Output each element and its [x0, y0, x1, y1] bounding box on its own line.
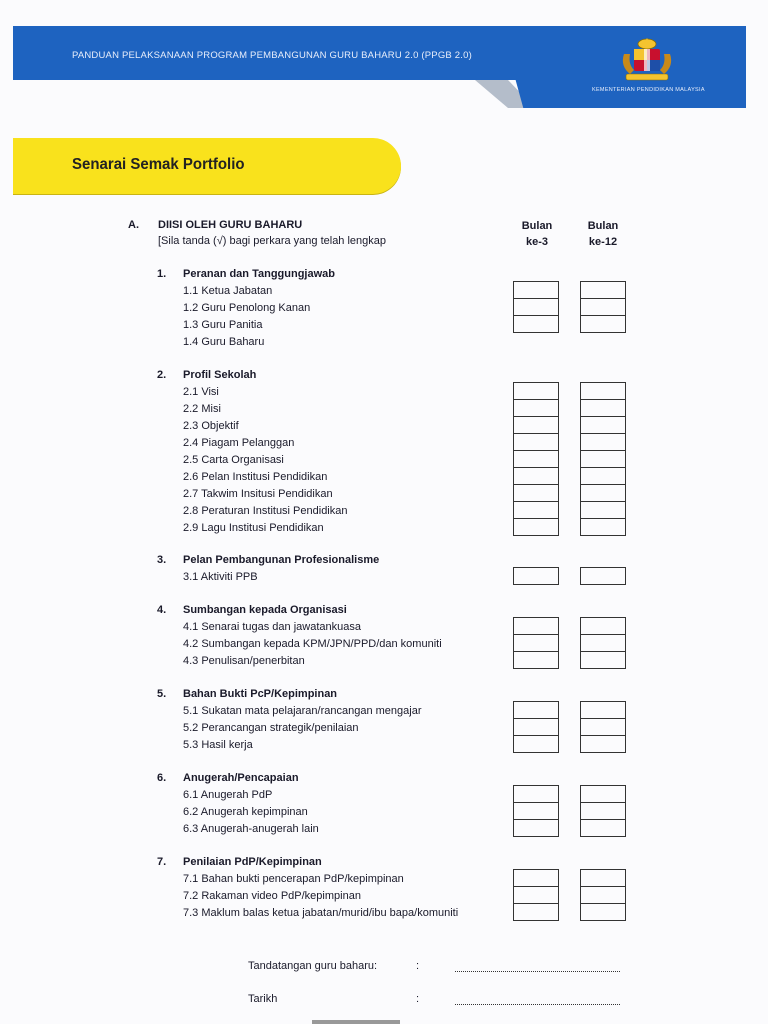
checkbox-divider — [581, 467, 625, 468]
column-header-month-3 — [507, 218, 567, 250]
checkbox-divider — [514, 802, 558, 803]
checkbox-divider — [581, 416, 625, 417]
checkbox-divider — [581, 484, 625, 485]
checklist-item: 2.3 Objektif — [183, 420, 239, 432]
page-title: Senarai Semak Portfolio — [72, 155, 245, 174]
checkbox-divider — [514, 903, 558, 904]
checklist-item: 2.5 Carta Organisasi — [183, 454, 284, 466]
checklist-item: 3.1 Aktiviti PPB — [183, 571, 258, 583]
checklist-item: 4.1 Senarai tugas dan jawatankuasa — [183, 621, 361, 633]
checkbox-divider — [581, 298, 625, 299]
checklist-item: 1.4 Guru Baharu — [183, 336, 265, 348]
checklist-item: 2.4 Piagam Pelanggan — [183, 437, 295, 449]
checklist-item: 6.3 Anugerah-anugerah lain — [183, 823, 319, 835]
checklist-item: 1.3 Guru Panitia — [183, 319, 263, 331]
section-letter: A. — [128, 219, 139, 231]
checkbox-divider — [581, 634, 625, 635]
checkbox-divider — [514, 651, 558, 652]
checklist-item: 1.2 Guru Penolong Kanan — [183, 302, 311, 314]
checkbox-column-month-12[interactable] — [580, 785, 626, 837]
checkbox-divider — [581, 433, 625, 434]
checklist-item: 4.2 Sumbangan kepada KPM/JPN/PPD/dan komuniti — [183, 638, 442, 650]
checkbox-column-month-3[interactable] — [513, 869, 559, 921]
checkbox-column-month-12[interactable] — [580, 382, 626, 536]
checkbox-divider — [514, 467, 558, 468]
checkbox-column-month-3[interactable] — [513, 382, 559, 536]
group-number: 7. — [157, 856, 167, 868]
checkbox-divider — [581, 819, 625, 820]
section-instruction: [Sila tanda (√) bagi perkara yang telah lengkap — [158, 235, 387, 247]
checklist-item: 6.2 Anugerah kepimpinan — [183, 806, 308, 818]
checkbox-divider — [514, 298, 558, 299]
ministry-name: KEMENTERIAN PENDIDIKAN MALAYSIA — [592, 87, 705, 93]
checkbox-divider — [581, 886, 625, 887]
checkbox-divider — [581, 518, 625, 519]
checkbox-divider — [581, 315, 625, 316]
checkbox-divider — [514, 315, 558, 316]
signature-label: Tandatangan guru baharu: — [248, 960, 378, 972]
checkbox-column-month-12[interactable] — [580, 617, 626, 669]
checklist-item: 7.1 Bahan bukti pencerapan PdP/kepimpinan — [183, 873, 404, 885]
group-number: 3. — [157, 554, 167, 566]
checklist-item: 4.3 Penulisan/penerbitan — [183, 655, 305, 667]
checkbox-divider — [581, 718, 625, 719]
checkbox-divider — [514, 718, 558, 719]
checkbox-divider — [514, 399, 558, 400]
column-header-line: ke-3 — [525, 236, 549, 248]
checklist-item: 6.1 Anugerah PdP — [183, 789, 273, 801]
column-header-line: Bulan — [521, 220, 553, 232]
section-heading: DIISI OLEH GURU BAHARU — [158, 219, 303, 231]
group-number: 1. — [157, 268, 167, 280]
group-title: Penilaian PdP/Kepimpinan — [183, 856, 322, 868]
checkbox-column-month-3[interactable] — [513, 785, 559, 837]
coat-of-arms-icon — [616, 36, 678, 84]
group-number: 4. — [157, 604, 167, 616]
header-tail — [490, 80, 746, 108]
checkbox-divider — [514, 416, 558, 417]
checkbox-divider — [514, 735, 558, 736]
signature-colon: : — [416, 960, 420, 972]
checklist-item: 2.8 Peraturan Institusi Pendidikan — [183, 505, 348, 517]
checkbox-divider — [581, 802, 625, 803]
checklist-item: 2.2 Misi — [183, 403, 221, 415]
checklist-item: 7.2 Rakaman video PdP/kepimpinan — [183, 890, 361, 902]
group-title: Peranan dan Tanggungjawab — [183, 268, 335, 280]
signature-line[interactable] — [455, 961, 620, 972]
checkbox-column-month-3[interactable] — [513, 281, 559, 333]
checklist-item: 5.3 Hasil kerja — [183, 739, 253, 751]
checkbox-column-month-12[interactable] — [580, 869, 626, 921]
header-title: PANDUAN PELAKSANAAN PROGRAM PEMBANGUNAN GURU BAHARU 2.0 (PPGB 2.0) — [72, 50, 472, 61]
checklist-item: 5.2 Perancangan strategik/penilaian — [183, 722, 359, 734]
checkbox-column-month-3[interactable] — [513, 567, 559, 585]
checklist-item: 2.6 Pelan Institusi Pendidikan — [183, 471, 328, 483]
checklist-item: 2.7 Takwim Insitusi Pendidikan — [183, 488, 333, 500]
group-number: 6. — [157, 772, 167, 784]
group-title: Sumbangan kepada Organisasi — [183, 604, 347, 616]
group-title: Profil Sekolah — [183, 369, 257, 381]
checkbox-divider — [514, 484, 558, 485]
group-title: Anugerah/Pencapaian — [183, 772, 299, 784]
checkbox-divider — [514, 518, 558, 519]
date-colon: : — [416, 993, 420, 1005]
checkbox-divider — [581, 450, 625, 451]
checkbox-column-month-3[interactable] — [513, 617, 559, 669]
checkbox-divider — [581, 735, 625, 736]
checkbox-divider — [514, 634, 558, 635]
checklist-item: 2.9 Lagu Institusi Pendidikan — [183, 522, 324, 534]
checkbox-divider — [514, 450, 558, 451]
checklist-item: 2.1 Visi — [183, 386, 219, 398]
column-header-line: ke-12 — [588, 236, 618, 248]
checkbox-column-month-12[interactable] — [580, 701, 626, 753]
checkbox-divider — [514, 501, 558, 502]
group-title: Bahan Bukti PcP/Kepimpinan — [183, 688, 338, 700]
checkbox-divider — [581, 501, 625, 502]
checkbox-divider — [514, 886, 558, 887]
group-number: 5. — [157, 688, 167, 700]
checkbox-divider — [581, 651, 625, 652]
checkbox-divider — [581, 399, 625, 400]
checkbox-column-month-12[interactable] — [580, 567, 626, 585]
column-header-line: Bulan — [587, 220, 619, 232]
checklist-item: 5.1 Sukatan mata pelajaran/rancangan mengajar — [183, 705, 422, 717]
group-number: 2. — [157, 369, 167, 381]
checkbox-divider — [581, 903, 625, 904]
checklist-item: 1.1 Ketua Jabatan — [183, 285, 273, 297]
checkbox-column-month-12[interactable] — [580, 281, 626, 333]
checklist-item: 7.3 Maklum balas ketua jabatan/murid/ibu bapa/komuniti — [183, 907, 459, 919]
column-header-month-12 — [573, 218, 633, 250]
checkbox-divider — [514, 819, 558, 820]
checkbox-divider — [514, 433, 558, 434]
date-label: Tarikh — [248, 993, 278, 1005]
page-edge-mark — [312, 1020, 400, 1024]
date-line[interactable] — [455, 994, 620, 1005]
checkbox-column-month-3[interactable] — [513, 701, 559, 753]
group-title: Pelan Pembangunan Profesionalisme — [183, 554, 380, 566]
